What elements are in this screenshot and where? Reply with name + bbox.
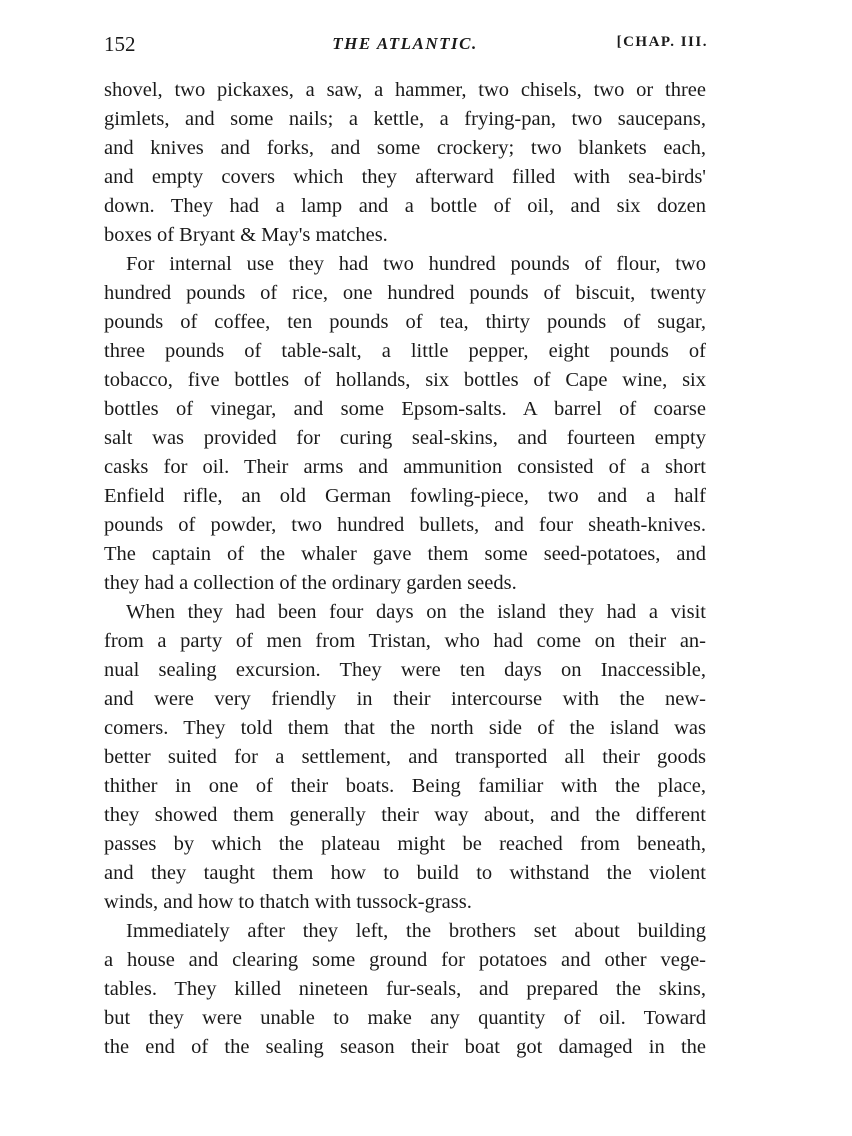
text-line: winds, and how to thatch with tussock-grass. bbox=[104, 891, 472, 913]
text-line: The captain of the whaler gave them some seed-potatoes, and bbox=[104, 543, 706, 565]
text-line: tables. They killed nineteen fur-seals, and prepared the skins, bbox=[104, 978, 706, 1000]
paragraph bbox=[104, 76, 706, 250]
text-line: from a party of men from Tristan, who had come on their an- bbox=[104, 630, 706, 652]
page-number: 152 bbox=[104, 32, 136, 56]
body-text bbox=[104, 76, 706, 1062]
text-line: Enfield rifle, an old German fowling-piece, two and a half bbox=[104, 485, 706, 507]
text-line: boxes of Bryant & May's matches. bbox=[104, 224, 388, 246]
text-line: and knives and forks, and some crockery; two blankets each, bbox=[104, 137, 706, 159]
text-line: tobacco, five bottles of hollands, six bottles of Cape wine, six bbox=[104, 369, 706, 391]
text-line: and were very friendly in their intercourse with the new- bbox=[104, 688, 706, 710]
text-line: passes by which the plateau might be reached from beneath, bbox=[104, 833, 706, 855]
text-line: When they had been four days on the island they had a visit bbox=[126, 601, 706, 623]
running-title: THE ATLANTIC. bbox=[332, 34, 478, 53]
text-line: pounds of powder, two hundred bullets, and four sheath-knives. bbox=[104, 514, 706, 536]
book-page bbox=[104, 32, 706, 1062]
text-line: hundred pounds of rice, one hundred pounds of biscuit, twenty bbox=[104, 282, 706, 304]
text-line: casks for oil. Their arms and ammunition consisted of a short bbox=[104, 456, 706, 478]
text-line: thither in one of their boats. Being familiar with the place, bbox=[104, 775, 706, 797]
paragraph bbox=[104, 250, 706, 598]
text-line: and they taught them how to build to withstand the violent bbox=[104, 862, 706, 884]
text-line: For internal use they had two hundred pounds of flour, two bbox=[126, 253, 706, 275]
text-line: Immediately after they left, the brothers set about building bbox=[126, 920, 706, 942]
text-line: nual sealing excursion. They were ten days on Inaccessible, bbox=[104, 659, 706, 681]
text-line: pounds of coffee, ten pounds of tea, thirty pounds of sugar, bbox=[104, 311, 706, 333]
text-line: gimlets, and some nails; a kettle, a frying-pan, two saucepans, bbox=[104, 108, 706, 130]
chapter-label: [CHAP. III. bbox=[616, 34, 708, 50]
text-line: they had a collection of the ordinary garden seeds. bbox=[104, 572, 517, 594]
text-line: salt was provided for curing seal-skins, and fourteen empty bbox=[104, 427, 706, 449]
text-line: and empty covers which they afterward filled with sea-birds' bbox=[104, 166, 706, 188]
text-line: bottles of vinegar, and some Epsom-salts. A barrel of coarse bbox=[104, 398, 706, 420]
text-line: down. They had a lamp and a bottle of oil, and six dozen bbox=[104, 195, 706, 217]
text-line: the end of the sealing season their boat got damaged in the bbox=[104, 1036, 706, 1058]
text-line: three pounds of table-salt, a little pepper, eight pounds of bbox=[104, 340, 706, 362]
text-line: they showed them generally their way about, and the different bbox=[104, 804, 706, 826]
text-line: shovel, two pickaxes, a saw, a hammer, two chisels, two or three bbox=[104, 79, 706, 101]
text-line: a house and clearing some ground for potatoes and other vege- bbox=[104, 949, 706, 971]
text-line: but they were unable to make any quantity of oil. Toward bbox=[104, 1007, 706, 1029]
text-line: comers. They told them that the north side of the island was bbox=[104, 717, 706, 739]
paragraph bbox=[104, 598, 706, 917]
page-header bbox=[104, 32, 706, 62]
paragraph bbox=[104, 917, 706, 1062]
text-line: better suited for a settlement, and transported all their goods bbox=[104, 746, 706, 768]
